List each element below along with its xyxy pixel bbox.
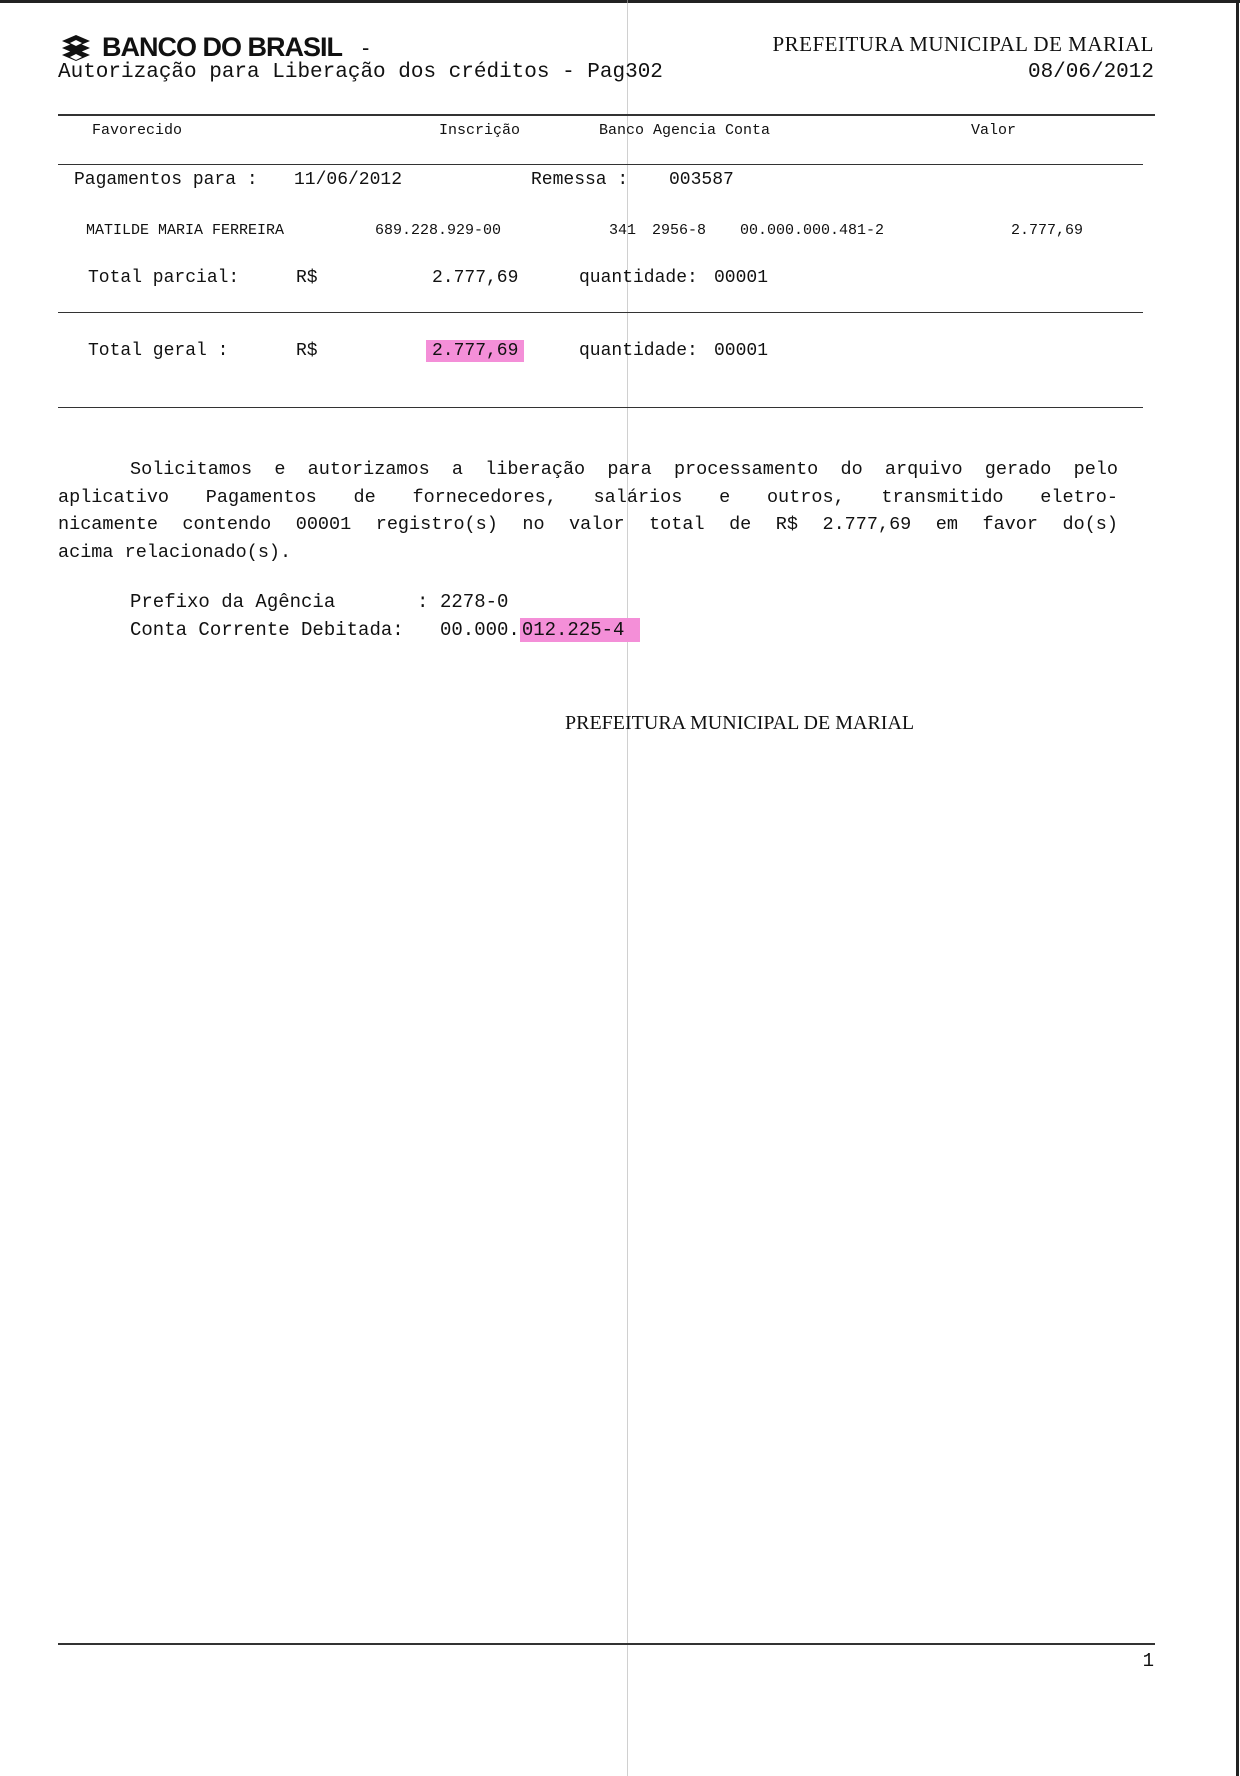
agency-prefix-label: Prefixo da Agência [130, 591, 336, 613]
page-number: 1 [1142, 1650, 1154, 1672]
header-rule [58, 114, 1155, 116]
grand-total-currency: R$ [296, 341, 318, 361]
grand-qty-label: quantidade: [579, 341, 698, 361]
debit-account-value [440, 619, 640, 641]
authorization-paragraph [58, 456, 1118, 566]
column-header-inscricao: Inscrição [439, 122, 521, 139]
agency-prefix-value: 2278-0 [440, 591, 509, 613]
debit-account-highlighted: 012.225-4 [520, 618, 641, 642]
bank-name: BANCO DO BRASIL [102, 32, 342, 62]
footer-rule [58, 1643, 1155, 1645]
bank-logo [58, 32, 369, 63]
row-valor: 2.777,69 [1011, 222, 1084, 239]
bank-logo-icon [58, 33, 94, 63]
row-agencia: 2956-8 [652, 222, 707, 239]
logo-suffix: - [362, 34, 370, 60]
scan-border-top [0, 0, 1240, 3]
payment-date: 11/06/2012 [294, 170, 403, 190]
payment-label: Pagamentos para : [74, 170, 258, 190]
partial-total-label: Total parcial: [88, 268, 240, 288]
row-banco: 341 [609, 222, 637, 239]
scan-artifact-line [627, 0, 628, 1776]
columns-rule [58, 164, 1143, 165]
remessa-label: Remessa : [531, 170, 629, 190]
paragraph-line-3: nicamente contendo 00001 registro(s) no valor total de R$ 2.777,69 em favor do(s) [58, 514, 1118, 535]
signature-organization: PREFEITURA MUNICIPAL DE MARIAL [565, 712, 915, 734]
remessa-number: 003587 [669, 170, 734, 190]
partial-rule [58, 312, 1143, 313]
grand-qty-value: 00001 [714, 341, 769, 361]
grand-total-value: 2.777,69 [426, 340, 524, 362]
partial-total-value: 2.777,69 [432, 268, 519, 288]
column-header-favorecido: Favorecido [92, 122, 183, 139]
row-favorecido: MATILDE MARIA FERREIRA [86, 222, 285, 239]
column-header-valor: Valor [971, 122, 1017, 139]
row-inscricao: 689.228.929-00 [375, 222, 502, 239]
organization-name: PREFEITURA MUNICIPAL DE MARIAL [772, 32, 1154, 56]
partial-qty-value: 00001 [714, 268, 769, 288]
debit-account-prefix: 00.000. [440, 619, 520, 641]
debit-account-label: Conta Corrente Debitada: [130, 619, 404, 641]
totals-rule [58, 407, 1143, 408]
agency-prefix-separator: : [417, 591, 429, 613]
row-conta: 00.000.000.481-2 [740, 222, 885, 239]
partial-qty-label: quantidade: [579, 268, 698, 288]
paragraph-line-4: acima relacionado(s). [58, 541, 292, 563]
scan-border-right [1236, 0, 1239, 1776]
partial-total-currency: R$ [296, 268, 318, 288]
paragraph-line-1: Solicitamos e autorizamos a liberação para processamento do arquivo gerado pelo [130, 459, 1118, 480]
issue-date: 08/06/2012 [1027, 61, 1154, 84]
grand-total-label: Total geral : [88, 341, 229, 361]
document-title: Autorização para Liberação dos créditos - Pag302 [58, 61, 663, 84]
grand-total-value-highlight [426, 341, 524, 361]
column-header-banco-agencia-conta: Banco Agencia Conta [599, 122, 771, 139]
paragraph-line-2: aplicativo Pagamentos de fornecedores, salários e outros, transmitido eletro- [58, 486, 1118, 508]
